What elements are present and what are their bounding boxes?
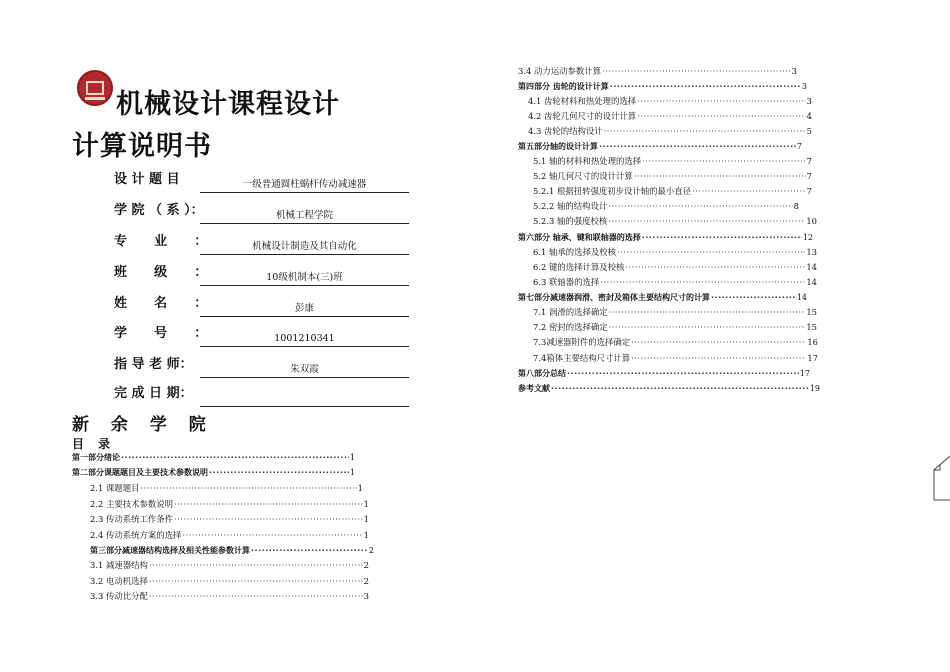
toc-entry: 第五部分轴的设计计算 ····· 7 xyxy=(518,140,802,153)
toc-entry: 第四部分 齿轮的设计计算 ····· 3 xyxy=(518,80,807,93)
field-name xyxy=(114,291,409,317)
field-completion-date xyxy=(114,381,409,407)
toc-entry: 2.2 主要技术参数说明 ····· 1 xyxy=(90,498,369,511)
field-value: 一级普通圆柱蜗杆传动减速器 xyxy=(242,179,367,190)
field-design-topic xyxy=(114,167,409,193)
toc-entry: 第八部分总结 ····· 17 xyxy=(518,367,810,380)
toc-entry: 5.1 轴的材料和热处理的选择 ····· 7 xyxy=(533,155,812,168)
toc-entry: 2.4 传动系统方案的选择 ····· 1 xyxy=(90,529,369,542)
school-logo-icon xyxy=(77,70,113,106)
field-underline xyxy=(200,377,409,378)
field-label: 专 业 ： xyxy=(114,234,208,249)
field-value: 机械设计制造及其自动化 xyxy=(252,241,357,252)
field-advisor xyxy=(114,352,409,378)
field-value: 机械工程学院 xyxy=(275,210,333,221)
field-label: 指 导 老 师： xyxy=(114,357,193,372)
toc-entry: 第三部分减速器结构选择及相关性能参数计算 ····· 2 xyxy=(90,544,374,557)
toc-entry: 第二部分课题题目及主要技术参数说明 ····· 1 xyxy=(72,466,355,479)
toc-entry: 3.2 电动机选择 ····· 2 xyxy=(90,575,369,588)
school-name: 新 余 学 院 xyxy=(72,415,214,435)
toc-entry: 4.3 齿轮的结构设计 ····· 5 xyxy=(528,125,812,138)
field-college xyxy=(114,198,409,224)
field-underline xyxy=(200,254,409,255)
toc-entry: 第六部分 轴承、键和联轴器的选择 ····· 12 xyxy=(518,231,813,244)
toc-entry: 2.3 传动系统工作条件 ····· 1 xyxy=(90,513,369,526)
toc-entry: 5.2.3 轴的强度校核 ····· 10 xyxy=(533,215,817,228)
cover-title-line1: 机械设计课程设计 xyxy=(116,89,340,120)
toc-entry: 4.1 齿轮材料和热处理的选择 ····· 3 xyxy=(528,95,812,108)
toc-entry: 6.1 轴承的选择及校核 ····· 13 xyxy=(533,246,817,259)
field-label: 完 成 日 期： xyxy=(114,386,193,401)
toc-entry: 4.2 齿轮几何尺寸的设计计算 ····· 4 xyxy=(528,110,812,123)
toc-entry: 3.4 动力运动参数计算 ····· 3 xyxy=(518,65,797,78)
toc-heading: 目 录 xyxy=(72,437,116,451)
toc-entry: 第一部分绪论 ····· 1 xyxy=(72,451,355,464)
toc-entry: 6.2 键的选择计算及校核 ····· 14 xyxy=(533,261,817,274)
field-underline xyxy=(200,285,409,286)
field-label: 设 计 题 目 xyxy=(114,172,180,187)
toc-entry: 7.4箱体主要结构尺寸计算 ····· 17 xyxy=(533,352,818,365)
field-class xyxy=(114,260,409,286)
field-underline xyxy=(200,316,409,317)
field-value: 朱双霞 xyxy=(290,364,319,375)
field-underline xyxy=(200,223,409,224)
toc-entry: 5.2.2 轴的结构设计 ····· 8 xyxy=(533,200,799,213)
field-value: 10级机制本(三)班 xyxy=(266,272,343,283)
toc-entry: 7.2 密封的选择确定 ····· 15 xyxy=(533,321,817,334)
toc-entry: 3.1 减速器结构 ····· 2 xyxy=(90,559,369,572)
toc-entry: 6.3 联轴器的选择 ····· 14 xyxy=(533,276,817,289)
page-fold-icon xyxy=(918,456,950,504)
toc-entry: 第七部分减速器润滑、密封及箱体主要结构尺寸的计算 ····· 14 xyxy=(518,291,807,304)
field-major xyxy=(114,229,409,255)
toc-entry: 7.3减速器附件的选择确定 ····· 16 xyxy=(533,336,818,349)
field-label: 班 级 ： xyxy=(114,265,208,280)
field-underline xyxy=(200,406,409,407)
field-label: 学 号 ： xyxy=(114,326,208,341)
field-value: 1001210341 xyxy=(274,333,335,344)
cover-title-line2: 计算说明书 xyxy=(72,131,212,162)
field-value: 彭康 xyxy=(294,303,314,314)
toc-entry: 2.1 课题题目 ····· 1 xyxy=(90,482,363,495)
toc-entry: 5.2.1 根据扭转强度初步设计轴的最小直径 ····· 7 xyxy=(533,185,812,198)
toc-entry: 参考文献 ····· 19 xyxy=(518,382,820,395)
toc-entry: 5.2 轴几何尺寸的设计计算 ····· 7 xyxy=(533,170,812,183)
toc-entry: 7.1 润滑的选择确定 ····· 15 xyxy=(533,306,817,319)
field-label: 姓 名 ： xyxy=(114,296,208,311)
field-student-id xyxy=(114,321,409,347)
toc-entry: 3.3 传动比分配 ····· 3 xyxy=(90,590,369,603)
field-underline xyxy=(200,346,409,347)
field-underline xyxy=(200,192,409,193)
field-label: 学 院 （ 系 ）： xyxy=(114,203,204,218)
